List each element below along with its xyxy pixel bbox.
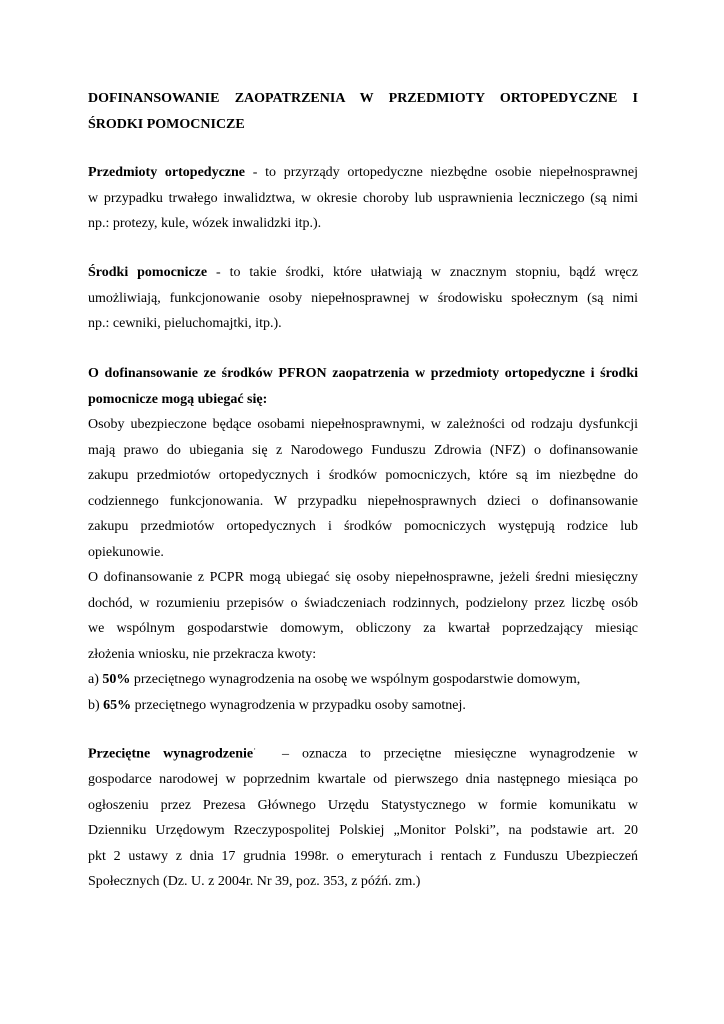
pcpr-line: O dofinansowanie z PCPR mogą ubiegać się osoby niepełnosprawne, jeżeli średni miesięczny — [88, 570, 638, 585]
average-wage-line: Społecznych (Dz. U. z 2004r. Nr 39, poz. 353, z późń. zm.) — [88, 874, 421, 890]
aids-definition — [88, 260, 638, 337]
average-wage-line: Dzienniku Urzędowym Rzeczypospolitej Polskiej „Monitor Polski”, na podstawie art. 20 — [88, 823, 638, 839]
nfz-line: zakupu przedmiotów ortopedycznych i środków pomocniczych, które są im niezbędne do — [88, 468, 638, 483]
pcpr-line: złożenia wniosku, nie przekracza kwoty: — [88, 646, 317, 662]
aids-line-1-text: - to takie środki, które ułatwiają w znacznym stopniu, bądź wręcz — [207, 265, 638, 280]
limit-item-a-text: przeciętnego wynagrodzenia na osobę we wspólnym gospodarstwie domowym, — [130, 672, 581, 687]
nfz-line: zakupu przedmiotów ortopedycznych i środków pomocniczych występują rodzice lub — [88, 519, 638, 534]
eligibility-section — [88, 361, 638, 718]
aids-line-2: umożliwiają, funkcjonowanie osoby niepełnosprawnej w środowisku społecznym (są nimi — [88, 290, 638, 306]
orthopedic-line-3: np.: protezy, kule, wózek inwalidzki itp.). — [88, 216, 322, 231]
title-line-1: DOFINANSOWANIE ZAOPATRZENIA W PRZEDMIOTY ORTOPEDYCZNE I — [88, 91, 638, 106]
limit-item-b-prefix: b) — [88, 697, 104, 713]
orthopedic-definition — [88, 160, 638, 237]
orthopedic-line-2: w przypadku trwałego inwalidztwa, w okresie choroby lub usprawnienia leczniczego (są nimi — [88, 190, 638, 206]
average-wage-line: pkt 2 ustawy z dnia 17 grudnia 1998r. o emeryturach i rentach z Funduszu Ubezpieczeń — [88, 848, 638, 864]
orthopedic-term: Przedmioty ortopedyczne — [88, 165, 245, 180]
average-wage-line: ogłoszeniu przez Prezesa Głównego Urzędu Statystycznego w formie komunikatu w — [88, 797, 638, 813]
eligibility-heading-line-1: O dofinansowanie ze środków PFRON zaopatrzenia w przedmioty ortopedyczne i środki — [88, 366, 638, 381]
pcpr-line: dochód, w rozumieniu przepisów o świadczeniach rodzinnych, podzielony przez liczbę osób — [88, 595, 638, 611]
orthopedic-line-1-text: - to przyrządy ortopedyczne niezbędne osobie niepełnosprawnej — [245, 165, 638, 180]
limit-item-a-value: 50% — [102, 672, 131, 687]
aids-line-3: np.: cewniki, pieluchomajtki, itp.). — [88, 316, 282, 331]
document-title — [88, 86, 638, 137]
title-line-2: ŚRODKI POMOCNICZE — [88, 116, 245, 132]
nfz-line: mają prawo do ubiegania się z Narodowego Funduszu Zdrowia (NFZ) o dofinansowanie — [88, 442, 638, 458]
average-wage-line: gospodarce narodowej w poprzednim kwartale od pierwszego dnia następnego miesiąca po — [88, 772, 638, 788]
average-wage-line-1-text: – oznacza to przeciętne miesięczne wynagrodzenie w — [256, 746, 638, 762]
limit-item-b-text: przeciętnego wynagrodzenia w przypadku osoby samotnej. — [131, 697, 466, 713]
average-wage-definition — [88, 737, 638, 895]
orthopedic-line-1 — [88, 160, 638, 186]
limit-item-b — [88, 693, 638, 719]
aids-line-1 — [88, 260, 638, 286]
eligibility-heading-line-2: pomocnicze mogą ubiegać się: — [88, 391, 268, 407]
aids-term: Środki pomocnicze — [88, 265, 208, 280]
pcpr-line: we wspólnym gospodarstwie domowym, obliczony za kwartał poprzedzający miesiąc — [88, 621, 638, 636]
average-wage-term: Przeciętne wynagrodzenie — [88, 746, 254, 762]
limit-item-b-value: 65% — [103, 697, 132, 713]
footnote-mark: · — [253, 744, 257, 754]
limit-item-a — [88, 667, 638, 693]
nfz-line: codziennego funkcjonowania. W przypadku niepełnosprawnych dzieci o dofinansowanie — [88, 493, 638, 509]
nfz-line: Osoby ubezpieczone będące osobami niepełnosprawnymi, w zależności od rodzaju dysfunkcji — [88, 417, 638, 432]
limit-item-a-prefix: a) — [88, 672, 103, 687]
nfz-line: opiekunowie. — [88, 544, 164, 560]
average-wage-line-1 — [88, 737, 638, 767]
